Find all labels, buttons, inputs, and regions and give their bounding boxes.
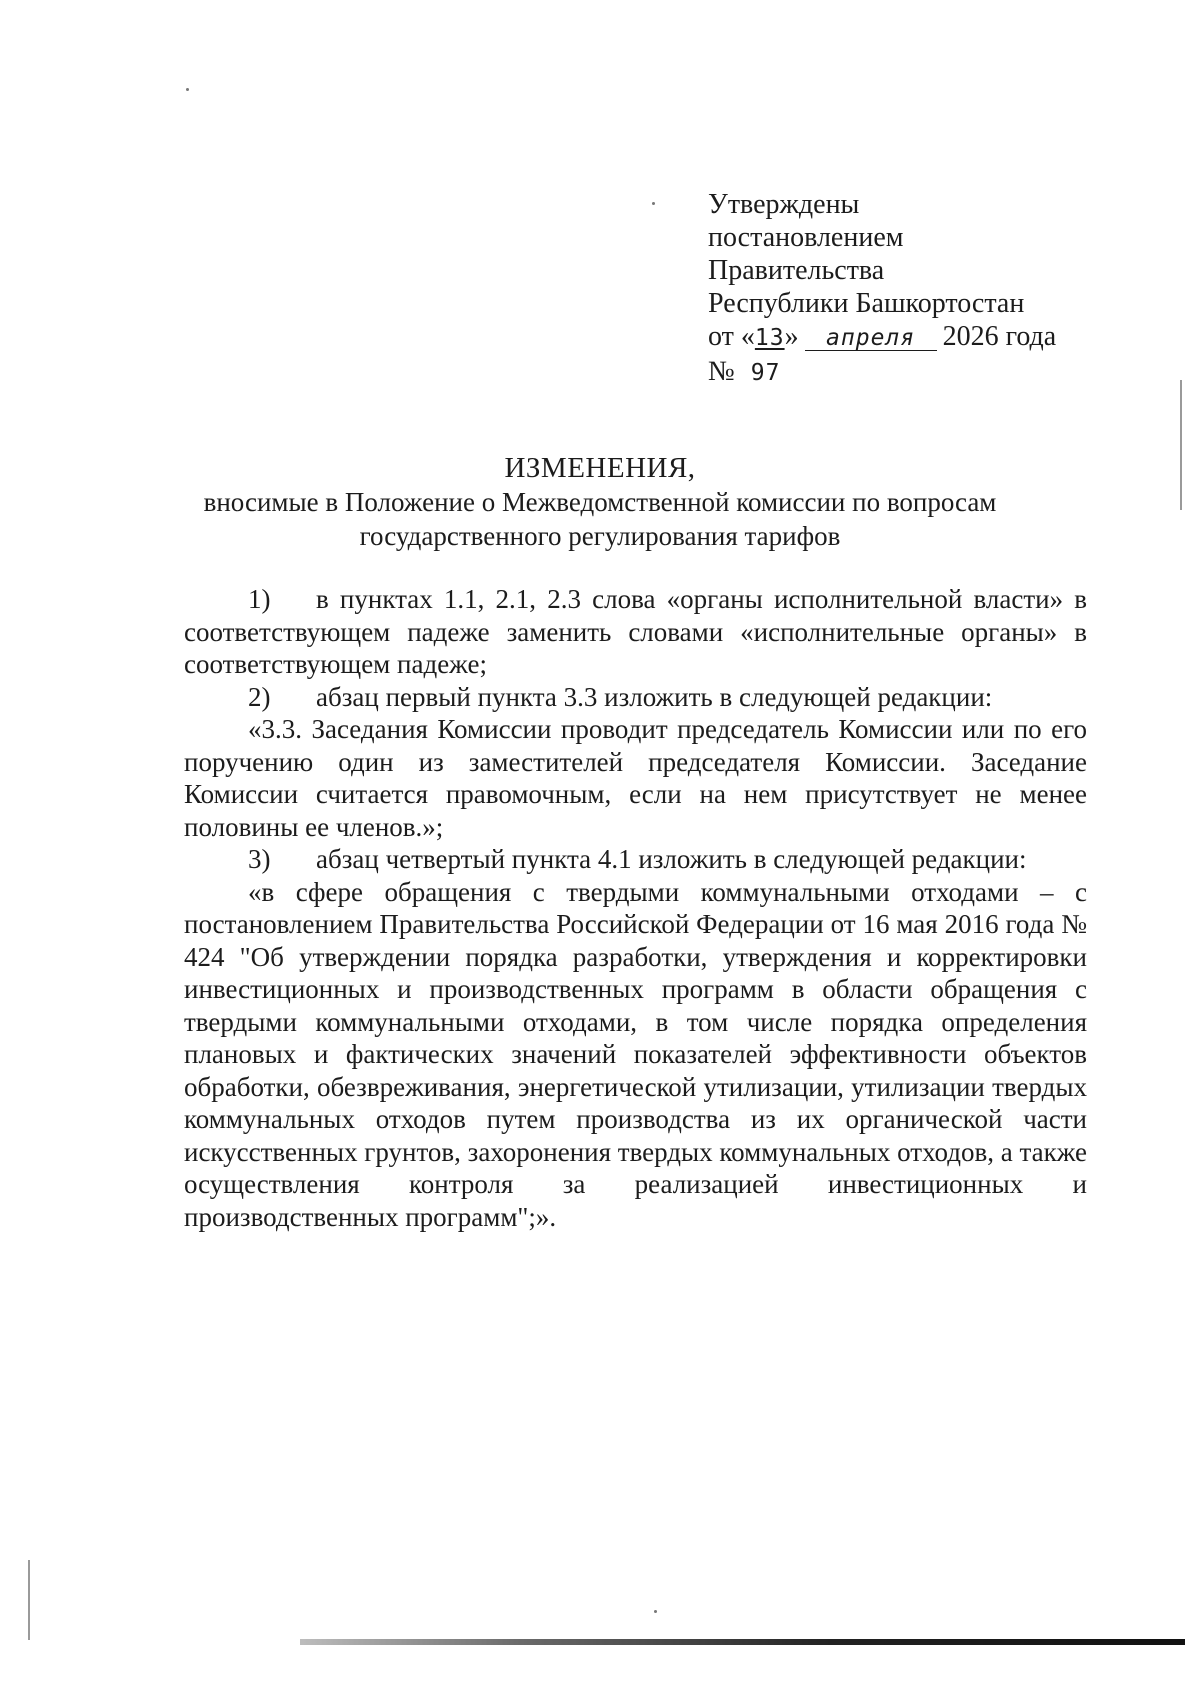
subtitle-line-1: вносимые в Положение о Межведомственной комиссии по вопросам — [203, 487, 997, 517]
date-month: апреля — [805, 326, 937, 351]
approval-number — [708, 355, 1128, 390]
item-1-number: 1) — [248, 584, 271, 614]
scan-edge-line-left — [28, 1560, 30, 1640]
approval-line-republic: Республики Башкортостан — [708, 288, 1025, 319]
number-value: 97 — [750, 360, 781, 386]
date-close: » — [784, 321, 799, 352]
amendment-item-1 — [184, 583, 1087, 681]
item-3-text: абзац четвертый пункта 4.1 изложить в следующей редакции: — [316, 844, 1027, 874]
scan-speck — [654, 1610, 657, 1613]
document-title: ИЗМЕНЕНИЯ, — [504, 452, 696, 484]
approval-line-government: Правительства — [708, 255, 885, 286]
item-2-text: абзац первый пункта 3.3 изложить в следующей редакции: — [316, 681, 993, 712]
amendment-item-2-quote: «3.3. Заседания Комиссии проводит председатель Комиссии или по его поручению один из заместителей председателя Комиссии. Заседание Комиссии считается правомочным, если на нем присутствует не менее половины ее членов.»; — [184, 714, 1087, 842]
approval-line-approved: Утверждены — [708, 189, 860, 220]
scan-edge-line-right — [1180, 380, 1182, 510]
scan-speck — [186, 88, 189, 91]
date-year: 2026 года — [942, 321, 1057, 352]
approval-block — [708, 188, 1128, 390]
approval-date — [708, 320, 1128, 355]
amendment-item-3 — [184, 843, 1087, 876]
scan-speck — [652, 202, 655, 205]
item-3-number: 3) — [248, 844, 271, 874]
date-prefix: от « — [708, 321, 755, 352]
scan-bottom-bar — [300, 1639, 1185, 1645]
document-body — [184, 583, 1087, 1233]
amendment-item-2 — [184, 681, 1087, 714]
approval-line-resolution: постановлением — [708, 222, 904, 253]
item-1-text: в пунктах 1.1, 2.1, 2.3 слова «органы исполнительной власти» в соответствующем падеже заменить словами «исполнительные органы» в соответствующем падеже; — [184, 584, 1087, 679]
amendment-item-3-quote: «в сфере обращения с твердыми коммунальными отходами – с постановлением Правительства Российской Федерации от 16 мая 2016 года № 424 "Об утверждении порядка разработки, утверждения и корректировки инвестиционных и производственных программ в области обращения с твердыми коммунальными отходами, в том числе порядка определения плановых и фактических значений показателей эффективности объектов обработки, обезвреживания, энергетической утилизации, утилизации твердых коммунальных отходов путем производства из их органической части искусственных грунтов, захоронения твердых коммунальных отходов, а также осуществления контроля за реализацией инвестиционных и производственных программ";». — [184, 876, 1087, 1232]
subtitle-line-2: государственного регулирования тарифов — [359, 521, 841, 551]
number-sign: № — [708, 356, 735, 387]
item-2-number: 2) — [248, 681, 271, 712]
date-day: 13 — [754, 325, 785, 351]
document-subtitle — [100, 485, 1100, 553]
